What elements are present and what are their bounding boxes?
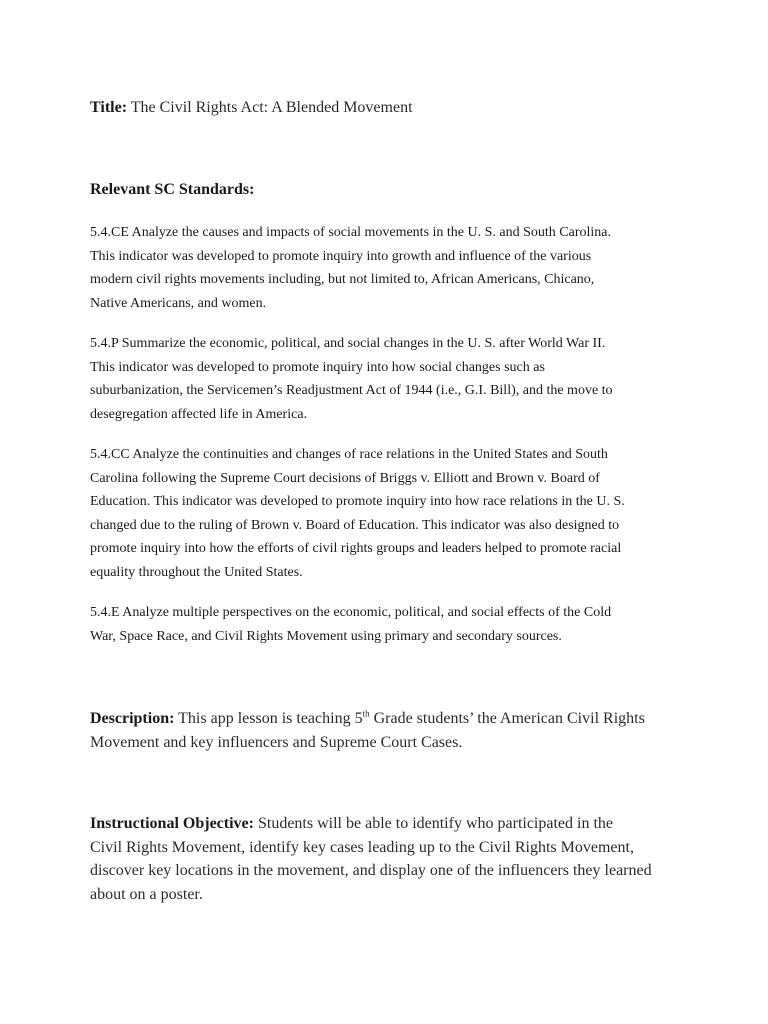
title-value: The Civil Rights Act: A Blended Movement xyxy=(130,99,413,116)
text-line: suburbanization, the Servicemen’s Readjustment Act of 1944 (i.e., G.I. Bill), and the move to xyxy=(90,383,613,398)
text-line: promote inquiry into how the efforts of civil rights groups and leaders helped to promote racial xyxy=(90,541,622,556)
text-line: desegregation affected life in America. xyxy=(90,406,308,422)
standard-paragraph-cc xyxy=(90,443,690,584)
text-line: 5.4.P Summarize the economic, political, and social changes in the U. S. after World War II. xyxy=(90,336,606,351)
objective-label: Instructional Objective: xyxy=(90,815,254,832)
text-line: Carolina following the Supreme Court decisions of Briggs v. Elliott and Brown v. Board of xyxy=(90,470,600,486)
text-line: This indicator was developed to promote inquiry into how social changes such as xyxy=(90,359,545,375)
standard-paragraph-p xyxy=(90,332,690,426)
lesson-title xyxy=(90,97,413,119)
text-line: War, Space Race, and Civil Rights Movement using primary and secondary sources. xyxy=(90,628,562,644)
standards-heading: Relevant SC Standards: xyxy=(90,181,255,198)
text-line: Movement and key influencers and Supreme Court Cases. xyxy=(90,733,463,751)
standard-paragraph-ce xyxy=(90,221,690,315)
text-line: 5.4.E Analyze multiple perspectives on the economic, political, and social effects of the Cold xyxy=(90,605,612,620)
text-line: discover key locations in the movement, and display one of the influencers they learned xyxy=(90,862,652,879)
title-label: Title: xyxy=(90,99,128,116)
description-section xyxy=(90,707,690,754)
text-line xyxy=(90,812,690,836)
text-line: Education. This indicator was developed to promote inquiry into how race relations in the U. S. xyxy=(90,494,625,509)
description-text: Grade students’ the American Civil Rights xyxy=(369,710,645,727)
text-line: Native Americans, and women. xyxy=(90,295,267,311)
text-line xyxy=(90,707,690,731)
text-line: modern civil rights movements including, but not limited to, African Americans, Chicano, xyxy=(90,272,595,287)
text-line: equality throughout the United States. xyxy=(90,564,303,580)
description-label: Description: xyxy=(90,710,175,727)
standard-paragraph-e xyxy=(90,601,690,648)
text-line: This indicator was developed to promote inquiry into growth and influence of the various xyxy=(90,248,592,264)
objective-section xyxy=(90,812,690,906)
text-line: about on a poster. xyxy=(90,885,203,903)
text-line: 5.4.CE Analyze the causes and impacts of social movements in the U. S. and South Carolina. xyxy=(90,225,612,240)
ordinal-superscript: th xyxy=(362,708,370,719)
text-line: 5.4.CC Analyze the continuities and changes of race relations in the United States and South xyxy=(90,447,608,462)
text-line: Civil Rights Movement, identify key cases leading up to the Civil Rights Movement, xyxy=(90,838,634,856)
description-text: This app lesson is teaching 5 xyxy=(178,710,363,727)
objective-text: Students will be able to identify who participated in the xyxy=(257,815,614,832)
text-line: changed due to the ruling of Brown v. Board of Education. This indicator was also designed to xyxy=(90,517,620,533)
